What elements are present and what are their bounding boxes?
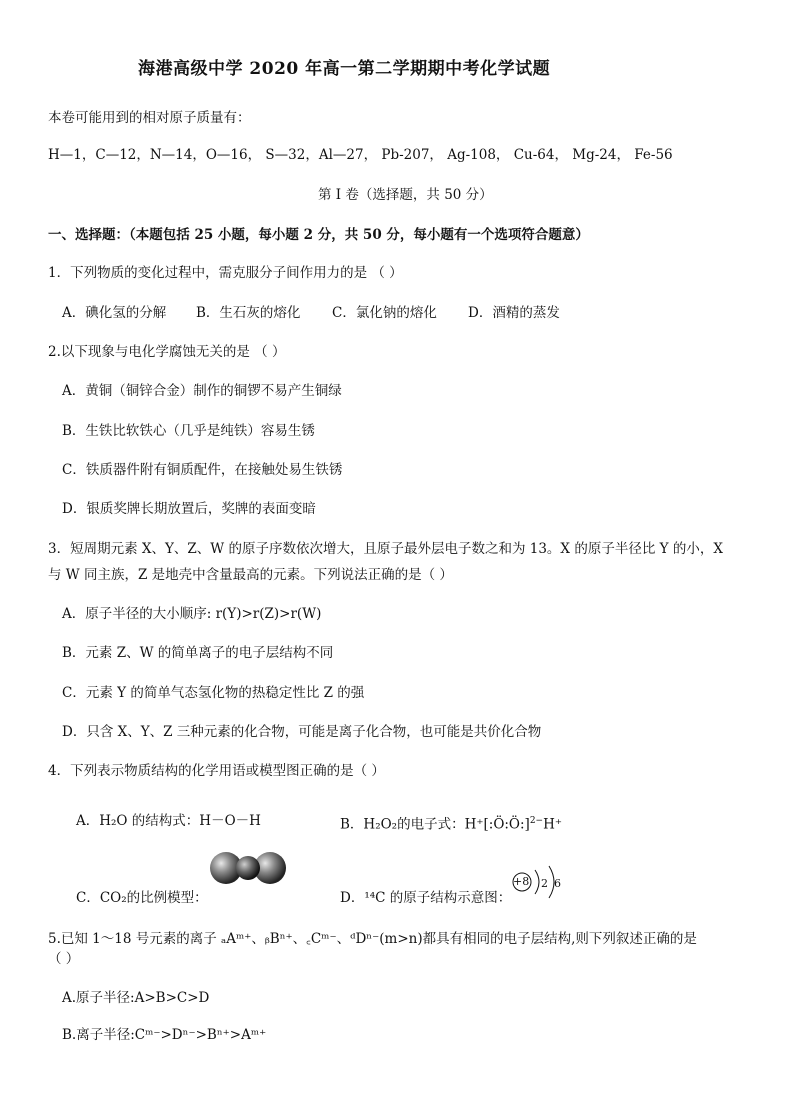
q3-stem-line2: 与 W 同主族，Z 是地壳中含量最高的元素。下列说法正确的是（ ） [48, 567, 453, 583]
q2-option-a: A．黄铜（铜锌合金）制作的铜锣不易产生铜绿 [62, 383, 342, 399]
q5-stem: 5.已知 1～18 号元素的离子 ₐAᵐ⁺、ᵦBⁿ⁺、꜀Cᵐ⁻、ᵈDⁿ⁻(m>n)都具有相同的电子层结构,则下列叙述正确的是 [48, 931, 697, 947]
q5-answer-paren: （ ） [48, 951, 80, 967]
q2-option-c: C．铁质器件附有铜质配件，在接触处易生铁锈 [62, 462, 343, 478]
q3-option-a: A．原子半径的大小顺序: r(Y)>r(Z)>r(W) [62, 606, 322, 622]
q1-option-c: C．氯化钠的熔化 [332, 305, 437, 321]
carbon-atom [236, 856, 260, 880]
q3-option-d: D．只含 X、Y、Z 三种元素的化合物，可能是离子化合物，也可能是共价化合物 [62, 724, 542, 740]
h-plus-left: H⁺ [464, 816, 484, 833]
q4-option-b [340, 812, 562, 834]
exam-title: 海港高级中学 2020 年高一第二学期期中考化学试题 [138, 59, 551, 79]
h-plus-right: H⁺ [543, 816, 563, 833]
shell-1-electrons: 2 [541, 877, 548, 890]
q3-stem-line1: 3．短周期元素 X、Y、Z、W 的原子序数依次增大，且原子最外层电子数之和为 13。X 的原子半径比 Y 的小，X [48, 541, 723, 557]
part1-heading: 一、选择题：（本题包括 25 小题，每小题 2 分，共 50 分，每小题有一个选项符合题意） [48, 227, 589, 243]
q5-option-a: A.原子半径:A>B>C>D [62, 990, 210, 1006]
q2-stem: 2.以下现象与电化学腐蚀无关的是 （ ） [48, 344, 286, 360]
q4-option-d: D．¹⁴C 的原子结构示意图： [340, 890, 512, 906]
atomic-masses: H—1，C—12，N—14，O—16， S—32，Al—27， Pb-207， Ag-108， Cu-64， Mg-24， Fe-56 [48, 147, 673, 163]
shell-2-electrons: 6 [554, 877, 561, 890]
q1-option-d: D．酒精的蒸发 [468, 305, 560, 321]
q4-option-a-label: A．H₂O 的结构式： [76, 813, 200, 829]
water-structural-formula: H－O－H [199, 813, 261, 829]
q2-option-b: B．生铁比软铁心（几乎是纯铁）容易生锈 [62, 423, 315, 439]
q2-option-d: D．银质奖牌长期放置后，奖牌的表面变暗 [62, 501, 316, 517]
electron-shell-1 [535, 870, 539, 894]
q1-option-b: B．生石灰的熔化 [196, 305, 301, 321]
peroxide-charge: 2− [529, 816, 544, 826]
co2-space-filling-model [208, 850, 288, 886]
q4-option-b-label: B．H₂O₂的电子式： [340, 816, 465, 833]
section-title: 第 I 卷（选择题，共 50 分） [318, 187, 493, 203]
q5-option-b: B.离子半径:Cᵐ⁻>Dⁿ⁻>Bⁿ⁺>Aᵐ⁺ [62, 1027, 267, 1043]
intro-text: 本卷可能用到的相对原子质量有： [48, 110, 251, 126]
q3-option-c: C．元素 Y 的简单气态氢化物的热稳定性比 Z 的强 [62, 685, 365, 701]
q1-option-a: A．碘化氢的分解 [62, 305, 167, 321]
peroxide-electron-dots: [:Ö:Ö:] [483, 816, 530, 833]
nucleus-charge: +8 [513, 875, 530, 888]
q4-option-a [76, 812, 261, 830]
q4-option-c: C．CO₂的比例模型： [76, 890, 208, 906]
q4-stem: 4．下列表示物质结构的化学用语或模型图正确的是（ ） [48, 763, 385, 779]
q3-option-b: B．元素 Z、W 的简单离子的电子层结构不同 [62, 645, 334, 661]
q1-stem: 1．下列物质的变化过程中，需克服分子间作用力的是 （ ） [48, 265, 403, 281]
